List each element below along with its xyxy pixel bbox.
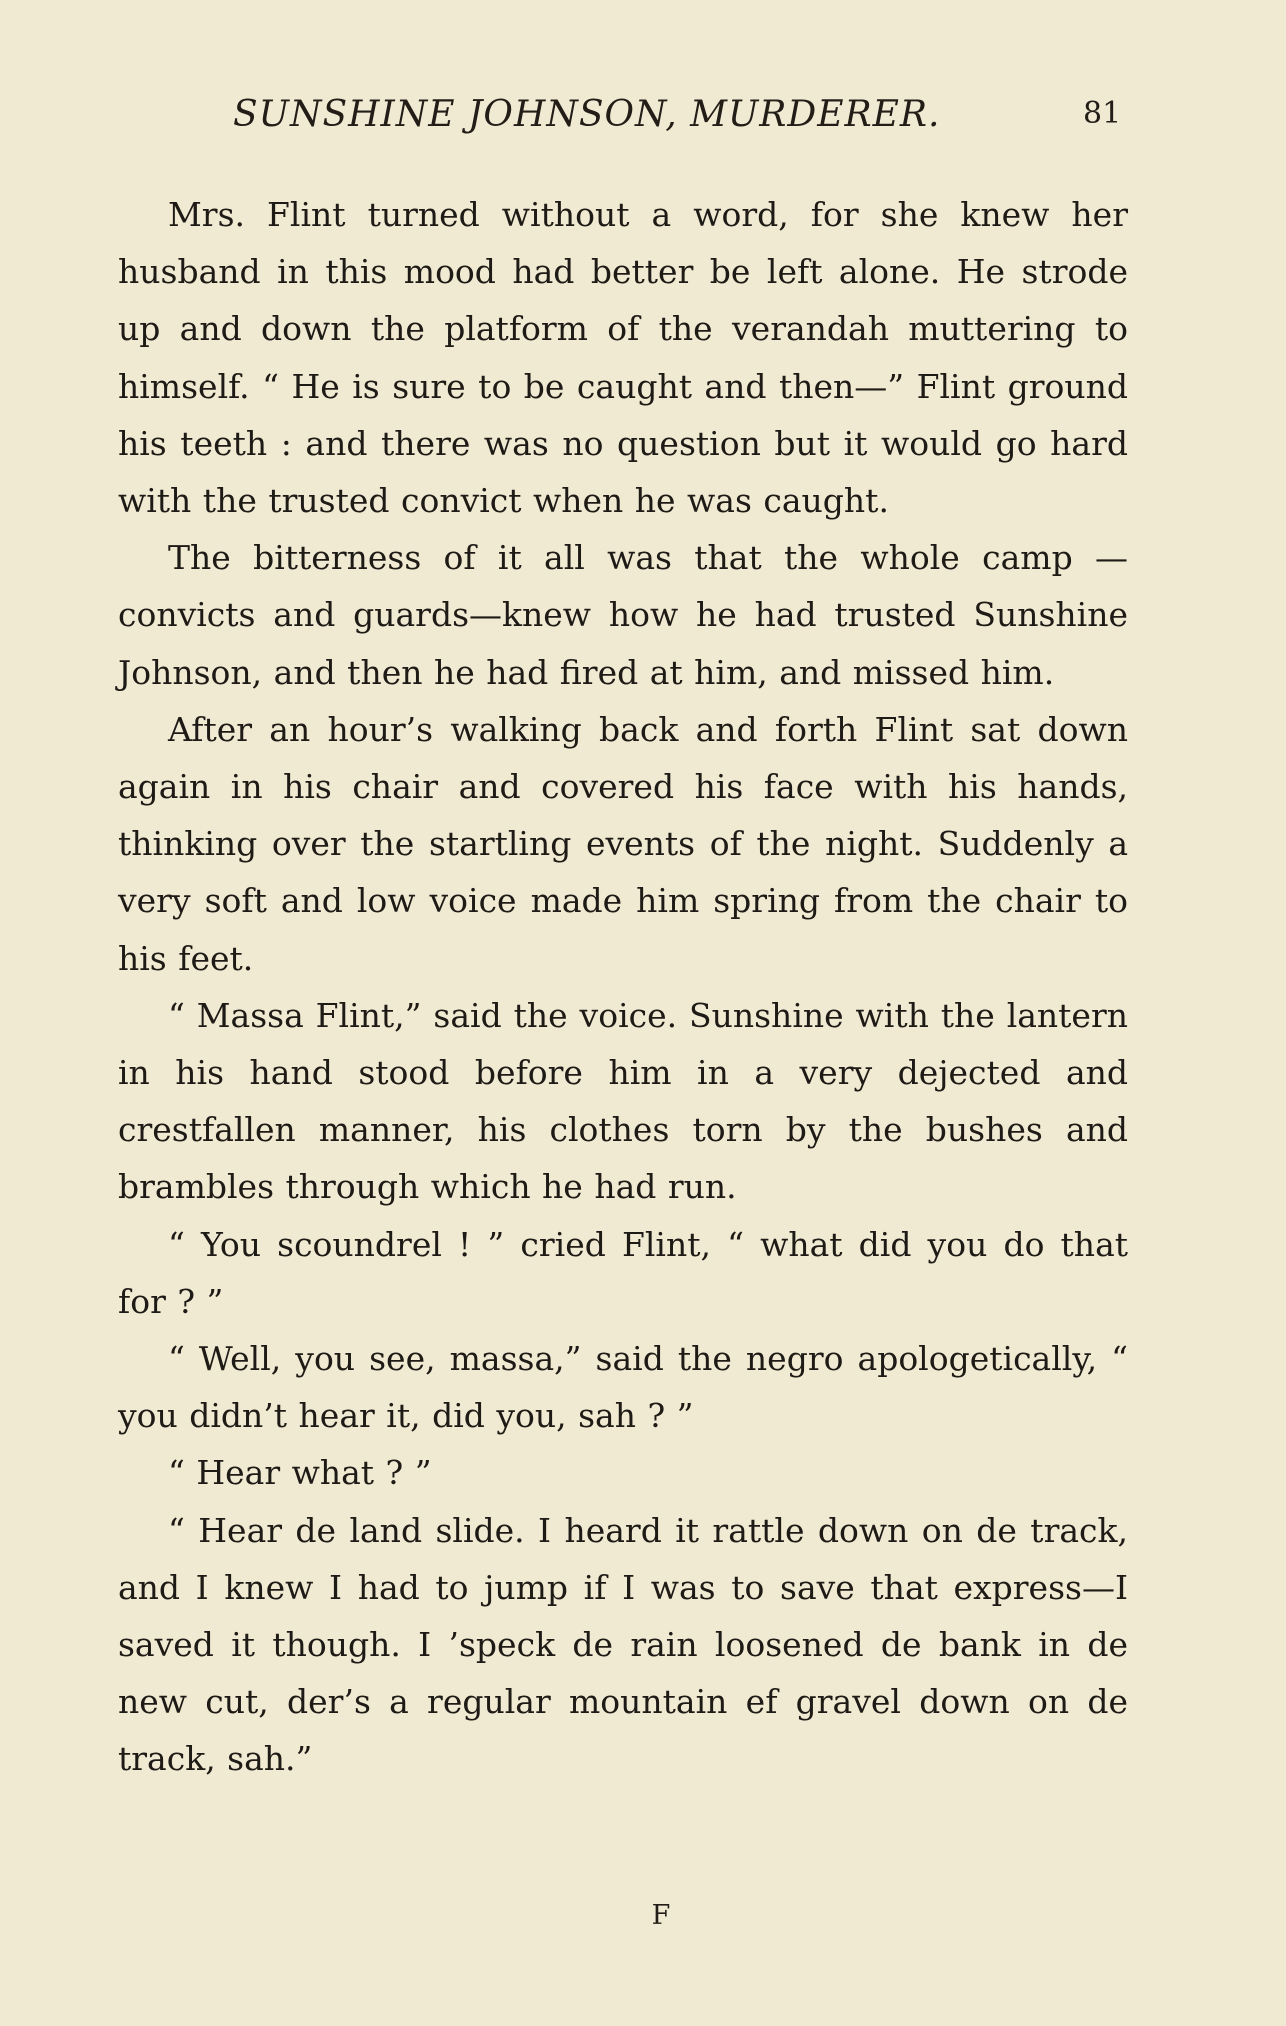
paragraph: “ Well, you see, massa,” said the negro apologetically, “ you didn’t hear it, did you, sah ? ” [118, 1339, 1128, 1436]
paragraph: “ You scoundrel ! ” cried Flint, “ what did you do that for ? ” [118, 1224, 1128, 1321]
running-title: SUNSHINE JOHNSON, MURDERER. [233, 94, 941, 135]
paragraph: “ Hear de land slide. I heard it rattle down on de track, and I knew I had to jump if I was to save that express—I saved it though. I ’speck de rain loosened de bank in de new cut, der’s a regular mountain ef gravel down on de track, sah.” [118, 1510, 1128, 1779]
signature-mark: F [651, 1900, 671, 1931]
paragraph: “ Hear what ? ” [168, 1453, 432, 1493]
page-header [0, 94, 1286, 138]
paragraph: Mrs. Flint turned without a word, for she knew her husband in this mood had better be left alone. He strode up and down the platform of the verandah muttering to himself. “ He is sure to be caught and then—” Flint ground his teeth : and there was no question but it would go hard with the trusted convict when he was caught. [118, 195, 1128, 521]
paragraph: The bitterness of it all was that the whole camp —convicts and guards—knew how he had trusted Sunshine Johnson, and then he had fired at him, and missed him. [118, 538, 1128, 692]
paragraph: After an hour’s walking back and forth Flint sat down again in his chair and covered his face with his hands, thinking over the startling events of the night. Suddenly a very soft and low voice made him spring from the chair to his feet. [118, 709, 1128, 978]
paragraph: “ Massa Flint,” said the voice. Sunshine with the lantern in his hand stood before him in a very dejected and crestfallen manner, his clothes torn by the bushes and brambles through which he had run. [118, 995, 1128, 1207]
page-number: 81 [1083, 96, 1122, 131]
body-text [118, 186, 1128, 1788]
